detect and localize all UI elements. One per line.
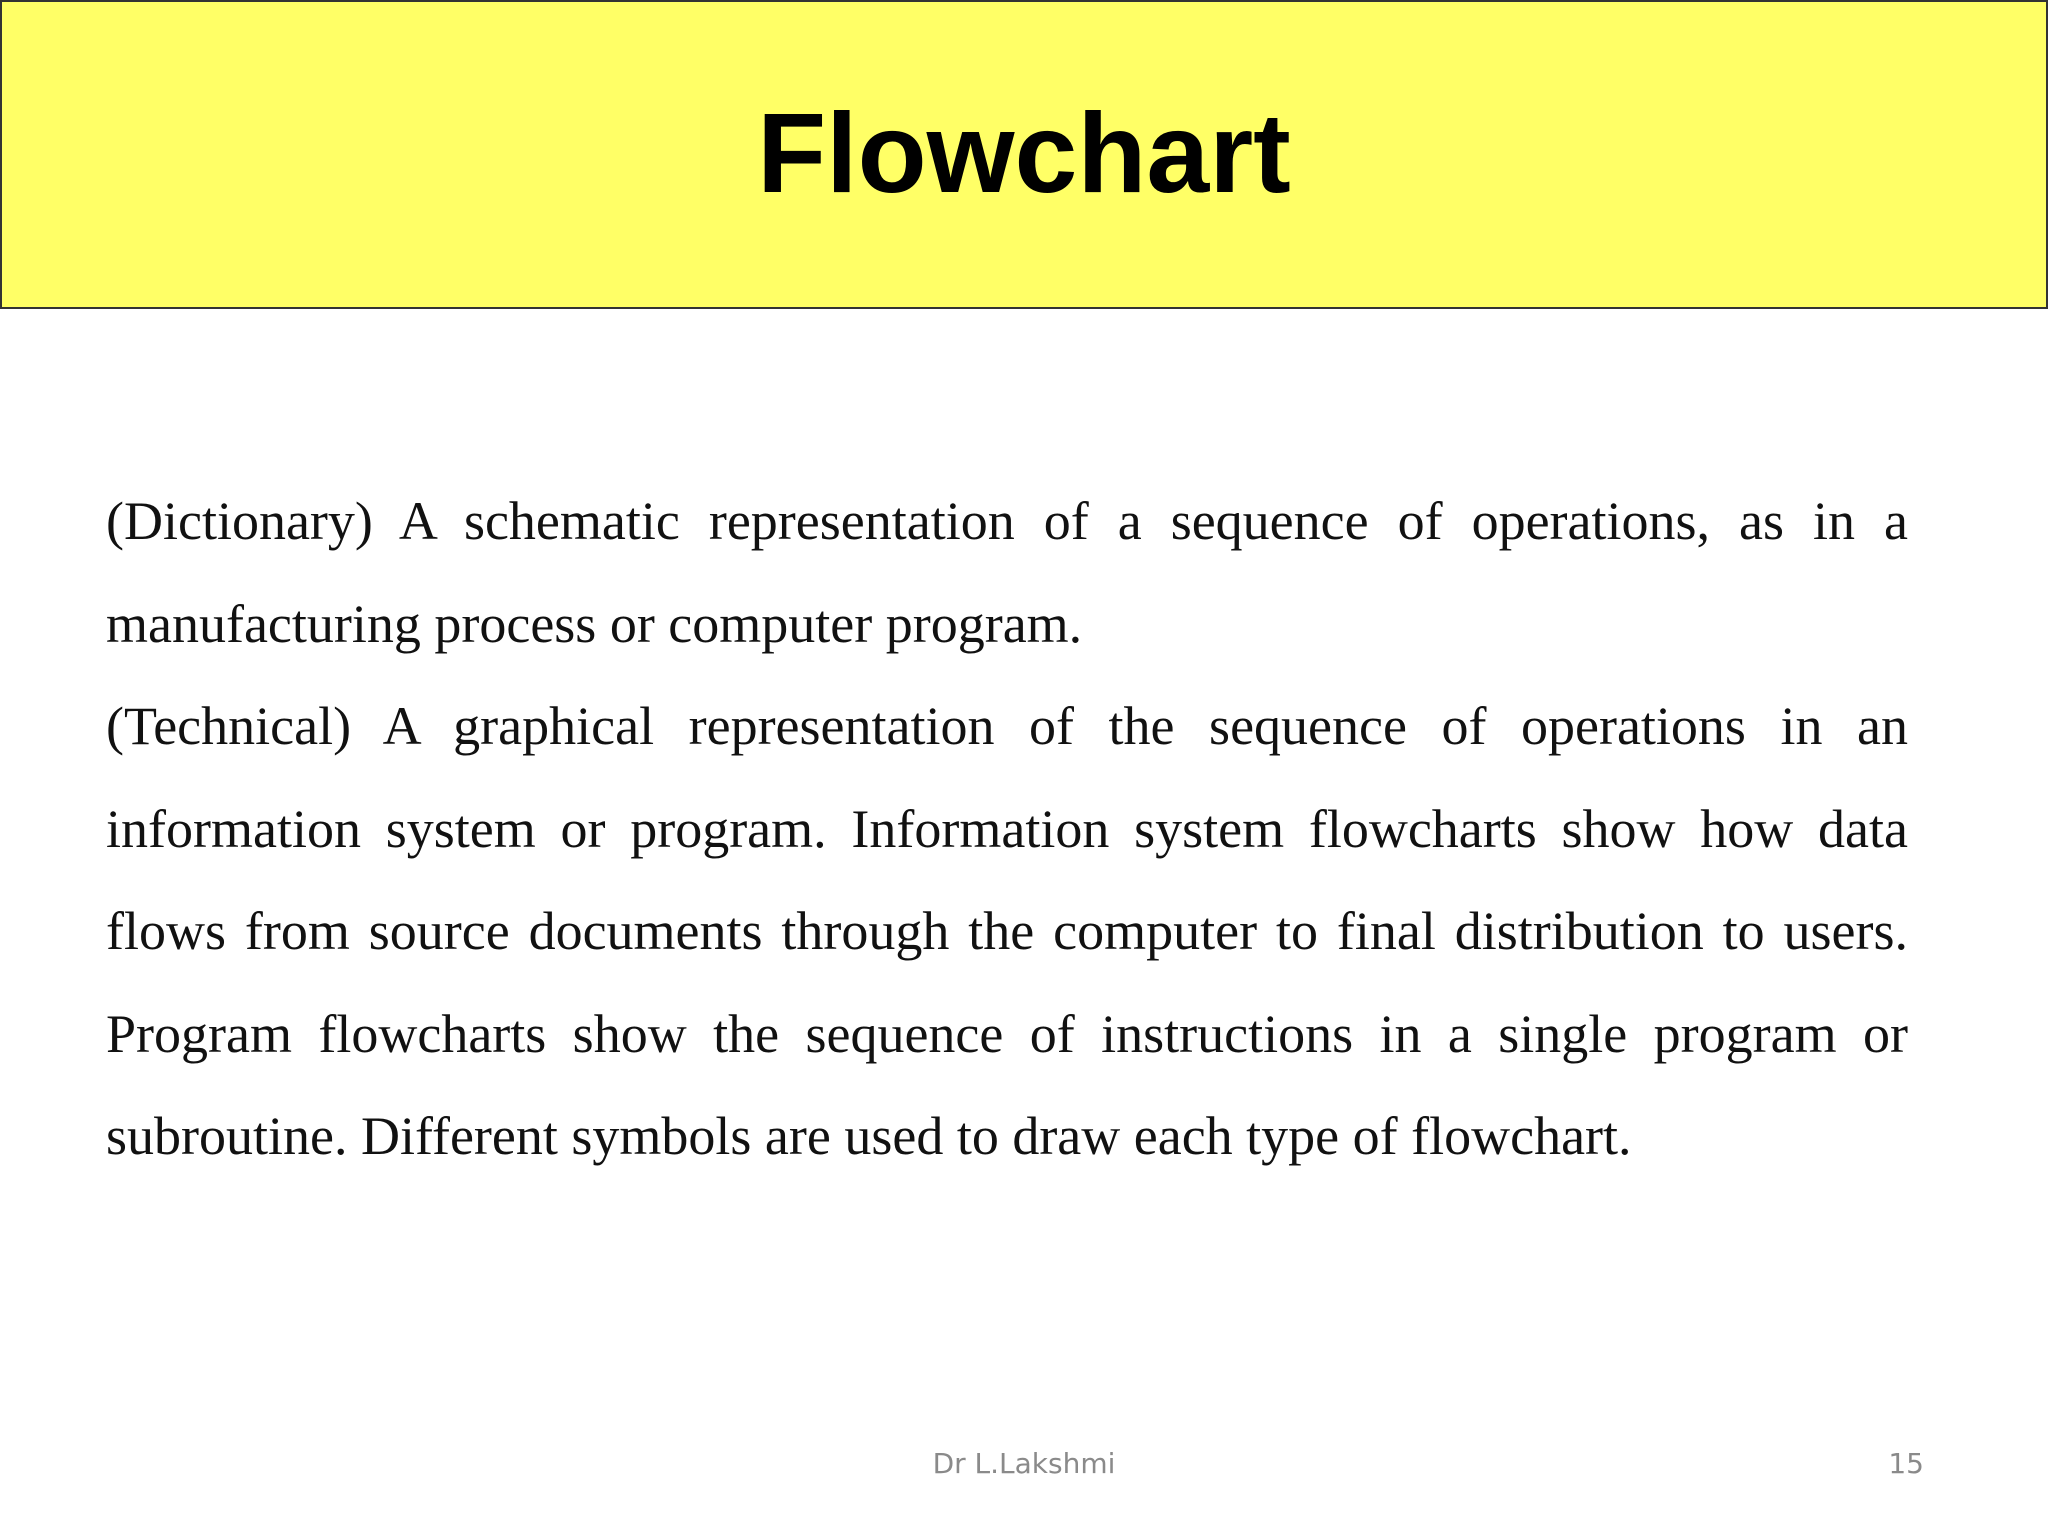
definition-dictionary: (Dictionary) A schematic representation of a sequence of operations, as in a manufacturing process or computer program. [106, 491, 1908, 654]
footer-author: Dr L.Lakshmi [932, 1447, 1116, 1480]
slide-body [106, 470, 1908, 1188]
slide-title: Flowchart [757, 90, 1291, 216]
page-number: 15 [1888, 1447, 1924, 1480]
title-bar [0, 0, 2048, 309]
definition-technical: (Technical) A graphical representation of the sequence of operations in an information system or program. Information system flowcharts show how data flows from source documents through the computer to final distribution to users. Program flowcharts show the sequence of instructions in a single program or subroutine. Different symbols are used to draw each type of flowchart. [106, 696, 1908, 1166]
